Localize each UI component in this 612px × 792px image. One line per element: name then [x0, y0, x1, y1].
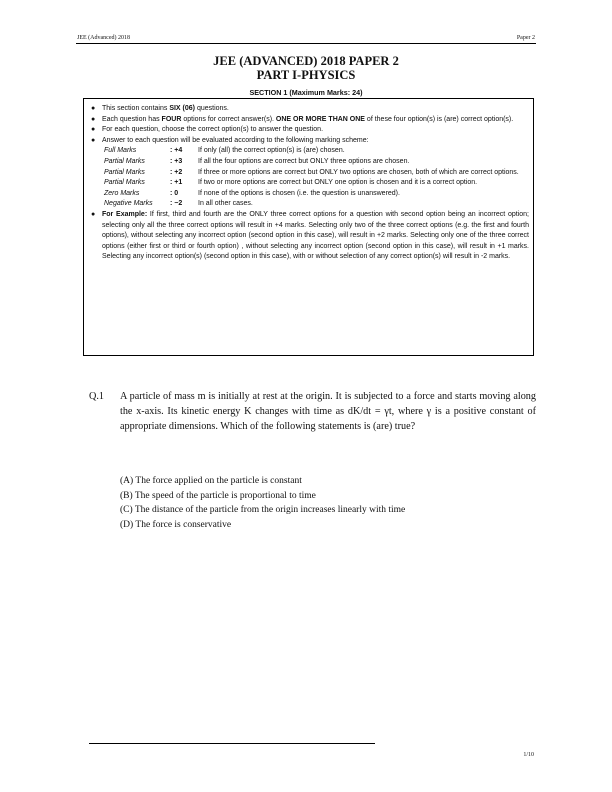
instruction-item: ● Answer to each question will be evaluated according to the following marking scheme: Full Marks : +4 If only (all) the correct option(s) is (are) chosen. Partial Marks : +3 If all the four options are correct but ONLY three options are chosen. Partial Marks : +2 If three or more options are correct but ONLY two options are chosen, both of which are correct options. Partial Marks : +1 If two or more options are correct but ONLY one option is chosen and it is a correct option. Zero Marks : 0 If none of the options is chosen (i.e. the question is unanswered). Negative Marks : −2 In all other cases. — [102, 136, 529, 210]
instruction-item: ● For each question, choose the correct option(s) to answer the question. — [102, 125, 529, 136]
scheme-row: Partial Marks : +2 If three or more options are correct but ONLY two options are chosen, both of which are correct options. — [104, 168, 519, 176]
example-item: ● For Example: If first, third and fourth are the ONLY three correct options for a question with second option being an incorrect option; selecting only all the three correct options will result in +4 marks. Selecting only two of the three correct options (e.g. the first and fourth options), without selecting any incorrect option (second option in this case), will result in +2 marks. Selecting only one of the three correct options (either first or third or fourth option) , without selecting any incorrect option (second option in this case), will result in +1 marks. Selecting any incorrect option(s) (second option in this case), with or without selection of any correct option(s) will result in -2 marks. — [91, 210, 529, 261]
header-paper-label: Paper 2 — [516, 35, 535, 41]
bullet-icon: ● — [91, 136, 96, 144]
instructions-list — [84, 99, 533, 263]
marking-scheme — [102, 146, 529, 210]
option-b[interactable]: (B) The speed of the particle is proportional to time — [120, 490, 316, 501]
scheme-row: Negative Marks : −2 In all other cases. — [104, 200, 253, 208]
instruction-item: ● Each question has FOUR options for correct answer(s). ONE OR MORE THAN ONE of these four option(s) is (are) correct option(s). — [102, 115, 529, 126]
bullet-icon: ● — [91, 105, 96, 112]
scheme-row: Full Marks : +4 If only (all) the correct option(s) is (are) chosen. — [104, 147, 345, 155]
page-title — [0, 54, 612, 82]
scheme-row: Zero Marks : 0 If none of the options is chosen (i.e. the question is unanswered). — [104, 189, 400, 197]
question-number: Q.1 — [89, 391, 104, 402]
option-d[interactable]: (D) The force is conservative — [120, 519, 232, 530]
bullet-icon: ● — [91, 115, 96, 123]
title-line-2: PART I-PHYSICS — [256, 68, 356, 82]
page-number: 1/10 — [523, 752, 534, 758]
question-1 — [89, 389, 536, 435]
scheme-row: Partial Marks : +1 If two or more options are correct but ONLY one option is chosen and it is a correct option. — [104, 179, 478, 187]
section-title: SECTION 1 (Maximum Marks: 24) — [249, 88, 363, 97]
footer-divider — [89, 743, 375, 744]
bullet-icon: ● — [91, 126, 96, 134]
bullet-icon: ● — [91, 210, 96, 218]
option-a[interactable]: (A) The force applied on the particle is constant — [120, 476, 302, 486]
instruction-item: ● This section contains SIX (06) questions. — [102, 104, 529, 115]
header-divider — [76, 43, 536, 44]
instructions-box — [83, 98, 534, 356]
question-stem: A particle of mass m is initially at rest at the origin. It is subjected to a force and starts moving along the x-axis. Its kinetic energy K changes with time as dK/dt = γt, where γ is a positive constant of appropriate dimensions. Which of the following statements is (are) true? — [120, 391, 536, 433]
scheme-row: Partial Marks : +3 If all the four options are correct but ONLY three options are chosen. — [104, 157, 410, 165]
title-line-1: JEE (ADVANCED) 2018 PAPER 2 — [213, 54, 399, 68]
header-exam-name: JEE (Advanced) 2018 — [77, 35, 130, 41]
answer-options — [120, 474, 405, 532]
option-c[interactable]: (C) The distance of the particle from the origin increases linearly with time — [120, 505, 406, 516]
